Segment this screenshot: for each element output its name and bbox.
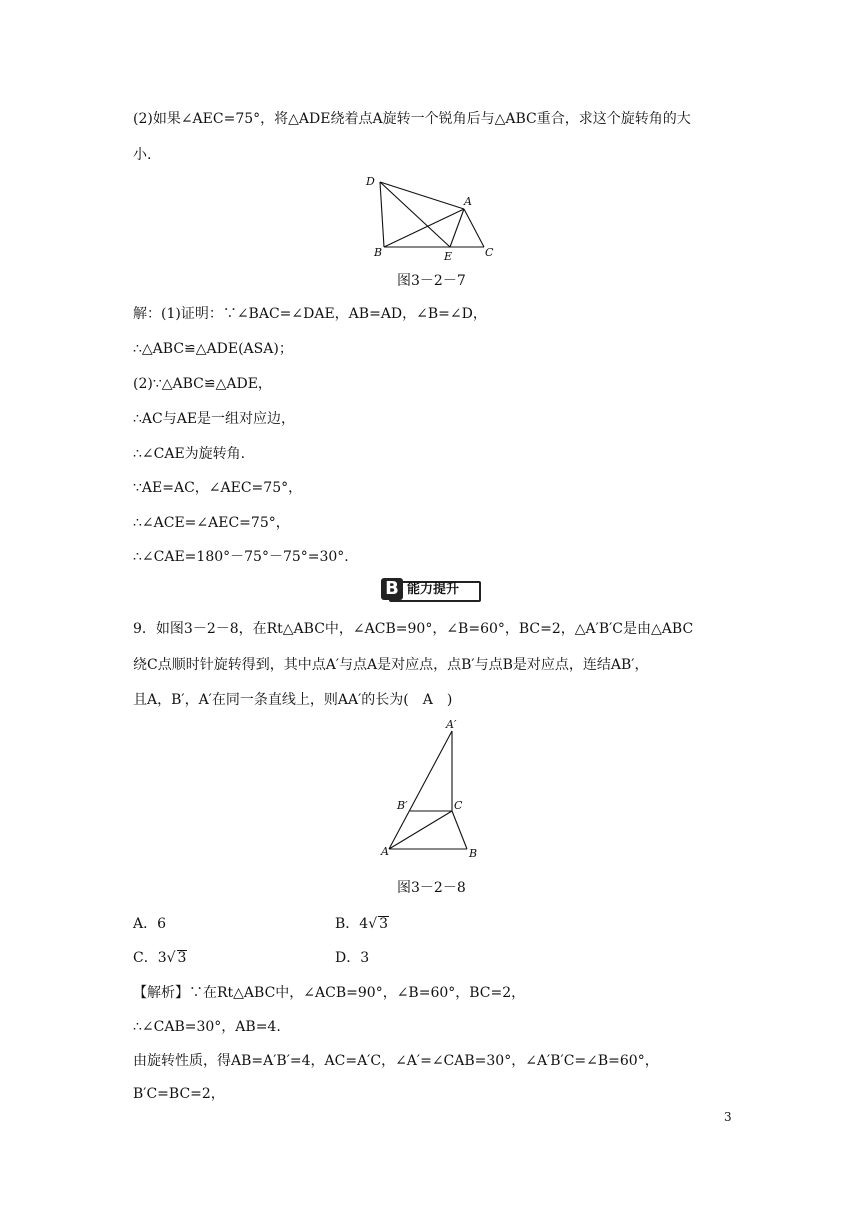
label-b-prime: B′ [397, 799, 408, 812]
segment-a1a [389, 731, 452, 849]
label-d: D [366, 175, 375, 188]
segment-ca [389, 811, 452, 849]
solution8-line-3: (2)∵△ABC≌△ADE， [133, 376, 272, 392]
figure-3-2-8 [375, 718, 490, 863]
option-b [335, 914, 389, 934]
label-b2: B [469, 847, 478, 860]
segment-cb [452, 811, 467, 849]
problem9-line-2: 绕C点顺时针旋转得到，其中点A′与点A是对应点，点B′与点B是对应点，连结AB′， [133, 657, 649, 673]
segment-ac [464, 209, 484, 247]
option-b-prefix: B．4 [335, 916, 369, 932]
option-c [133, 948, 187, 968]
option-d: D．3 [335, 950, 370, 966]
label-a2: A [381, 845, 389, 858]
analysis-line-3: 由旋转性质，得AB=A′B′=4，AC=A′C，∠A′=∠CAB=30°，∠A′B′C=∠B=60°， [133, 1053, 659, 1069]
label-e: E [444, 250, 453, 263]
problem8-line-1: (2)如果∠AEC=75°，将△ADE绕着点A旋转一个锐角后与△ABC重合，求这个旋转角的大 [133, 111, 691, 127]
figure-3-2-7 [360, 170, 510, 265]
segment-da [380, 182, 464, 209]
analysis-line-4: B′C=BC=2， [133, 1086, 225, 1102]
option-c-radicand: 3 [177, 950, 187, 966]
solution8-line-5: ∴∠CAE为旋转角. [133, 446, 246, 462]
option-b-radicand: 3 [379, 916, 389, 932]
segment-de [380, 182, 450, 247]
label-a-prime: A′ [446, 718, 457, 731]
problem9-line-1: 9．如图3－2－8，在Rt△ABC中，∠ACB=90°，∠B=60°，BC=2，△A′B′C是由△ABC [133, 621, 694, 637]
label-c: C [485, 246, 494, 259]
problem8-line-2: 小. [133, 147, 152, 163]
problem9-line-3: 且A，B′，A′在同一条直线上，则AA′的长为( A ) [133, 692, 453, 708]
solution8-line-4: ∴AC与AE是一组对应边， [133, 411, 296, 427]
option-c-prefix: C．3 [133, 950, 167, 966]
segment-db [380, 182, 384, 247]
section-badge [381, 578, 479, 600]
analysis-line-2: ∴∠CAB=30°，AB=4. [133, 1019, 281, 1035]
figure-caption-1: 图3－2－7 [397, 273, 466, 289]
figure-caption-2: 图3－2－8 [397, 880, 466, 896]
page-number: 3 [724, 1110, 732, 1124]
solution8-line-1: 解：(1)证明：∵∠BAC=∠DAE，AB=AD，∠B=∠D， [133, 306, 487, 322]
label-c2: C [454, 799, 463, 812]
option-a: A．6 [133, 916, 167, 932]
solution8-line-2: ∴△ABC≌△ADE(ASA)； [133, 341, 293, 357]
sqrt-icon: √ [166, 950, 176, 966]
sqrt-icon: √ [368, 916, 378, 932]
solution8-line-7: ∴∠ACE=∠AEC=75°， [133, 515, 290, 531]
analysis-line-1: 【解析】∵在Rt△ABC中，∠ACB=90°，∠B=60°，BC=2， [133, 985, 526, 1001]
solution8-line-6: ∵AE=AC，∠AEC=75°， [133, 480, 303, 496]
label-a: A [464, 195, 472, 208]
section-letter: B [381, 578, 403, 600]
label-b: B [374, 246, 383, 259]
solution8-line-8: ∴∠CAE=180°－75°－75°=30°. [133, 549, 349, 565]
section-label: 能力提升 [407, 582, 460, 597]
